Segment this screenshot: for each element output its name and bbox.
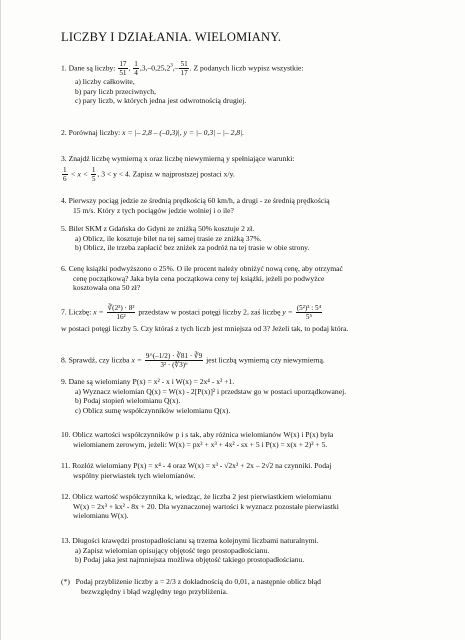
problem-2-expression: x = |– 2,8 – (–0,3)|, y = |– 0,3| – |– 2,8|. <box>122 128 245 137</box>
problem-9-c: c) Oblicz sumę współczynników wielomianu Q(x). <box>75 405 231 415</box>
problem-7-y-fraction: $\frac{\text{(5²)³ : 5⁴}}{\text{5⁵}}$ <box>296 304 322 321</box>
problem-7-statement: 7. Liczbę: x = $\frac{\text{∛(2²) · 8³}}{\text{16²}}$ przedstaw w postaci potęgi liczby 2, zaś liczbę y = $\frac{\text{(5²)³ : 5⁴}}{\text{5⁵}}$ <box>61 304 322 321</box>
problem-1 <box>61 60 446 106</box>
problem-10: 10. Oblicz wartości współczynników p i s tak, aby różnica wielomianów W(x) i P(x) była wielomianem zerowym, jeżeli: W(x) = px² + x³ + 4x² - sx + 5 i P(x) = x(x + 2)² + 5. <box>61 430 334 449</box>
page-title: LICZBY I DZIAŁANIA. WIELOMIANY. <box>61 30 282 44</box>
problem-13-b: b) Podaj jaka jest najmniejsza możliwa objętość takiego prostopadłościanu. <box>75 555 305 565</box>
problem-2-text: 2. Porównaj liczby: <box>61 128 121 137</box>
problem-8-fraction: $\frac{9\^{}(-1/2) \cdot ∛81 \cdot ∛9}{\text{3² · (∜3)⁶}}$ <box>145 352 203 369</box>
problem-bonus: (*) Podaj przybliżenie liczby a = 2/3 z dokładnością do 0,01, a następnie oblicz błąd bezwzględny i błąd względny tego przybliżenia. <box>61 577 446 596</box>
problem-5-a: a) Oblicz, ile kosztuje bilet na tej samej trasie ze zniżką 37%. <box>75 233 262 243</box>
problem-bonus-line1: (*) Podaj przybliżenie liczby a = 2/3 z dokładnością do 0,01, a następnie oblicz błąd <box>61 577 321 586</box>
problem-1-statement: 1. Dane są liczby: $\frac{17}{51}$ , $\frac{1}{4}$ ,3,–0,25,2$^3$,– $\frac{51}{17}$ . Z podanych liczb wypisz wszystkie: <box>61 60 304 77</box>
problem-1-a: a) liczby całkowite, <box>75 77 135 86</box>
problem-3 <box>61 154 446 183</box>
problem-13-a: a) Zapisz wielomian opisujący objętość tego prostopadłościanu. <box>75 545 270 555</box>
problem-9-b: b) Podaj stopień wielomianu Q(x). <box>75 396 181 406</box>
problem-1-b: b) pary liczb przeciwnych, <box>75 86 156 96</box>
fraction-51-17: $\frac{51}{17}$ <box>180 60 188 77</box>
problem-7-x-fraction: $\frac{\text{∛(2²) · 8³}}{\text{16²}}$ <box>107 304 135 321</box>
problem-1-c: c) pary liczb, w których jedna jest odwrotnością drugiej. <box>75 96 247 106</box>
problem-1-lead: 1. Dane są liczby: <box>61 63 116 73</box>
problem-8: 8. Sprawdź, czy liczba x = $\frac{9\^{}(-1/2) \cdot ∛81 \cdot ∛9}{\text{3² · (∜3)⁶}}$ jest liczbą wymierną czy niewymierną. <box>61 352 325 369</box>
problem-1-numbers: ,3,–0,25,2 <box>139 63 171 73</box>
problem-3-condition: $\frac{1}{6}$ < x < $\frac{1}{5}$ , 3 < y < 4. Zapisz w najprostszej postaci x/y. <box>63 165 235 183</box>
fraction-1-6: $\frac{1}{6}$ <box>63 165 67 183</box>
bonus-marker: (*) <box>61 577 70 586</box>
problem-2 <box>61 128 446 138</box>
problem-12: 12. Oblicz wartość współczynnika k, wiedząc, że liczba 2 jest pierwiastkiem wielomianu W(x) = 2x³ + kx² - 8x + 20. Dla wyznaczonej wartości k wyznacz pozostałe pierwiastki wielomianu W(x). <box>61 492 339 521</box>
fraction-1-4: $\frac{1}{4}$ <box>134 60 138 77</box>
problem-5-b: b) Oblicz, ile trzeba zapłacić bez zniżek za podróż na tej trasie w obie strony. <box>75 243 310 253</box>
problem-9-a: a) Wyznacz wielomian Q(x) = W(x) - 2[P(x)]² i przedstaw go w postaci uporządkowanej. <box>75 386 347 396</box>
problem-11: 11. Rozłóż wielomiany P(x) = x⁴ - 4 oraz W(x) = x³ - √2x² + 2x – 2√2 na czynniki. Podaj wspólny pierwiastek tych wielomianów. <box>61 461 332 480</box>
problem-6: 6. Cenę książki podwyższono o 25%. O ile procent należy obniżyć nową cenę, aby otrzymać cenę początkową? Jaka była cena początkowa ceny tej książki, jeżeli po podwyżce kosztowała ona 50 zł? <box>61 264 343 293</box>
problem-4: 4. Pierwszy pociąg jedzie ze średnią prędkością 60 km/h, a drugi - ze średnią prędkością 15 m/s. Który z tych pociągów jedzie wolniej i o ile? <box>61 196 330 215</box>
fraction-17-51: $\frac{17}{51}$ <box>119 60 127 77</box>
fraction-1-5: $\frac{1}{5}$ <box>91 165 96 183</box>
problem-3-text: 3. Znajdź liczbę wymierną x oraz liczbę niewymierną y spełniające warunki: <box>61 154 295 163</box>
problem-7: 7. Liczbę: x = $\frac{\text{∛(2²) · 8³}}{\text{16²}}$ przedstaw w postaci potęgi liczby 2, zaś liczbę y = $\frac{\text{(5²)³ : 5⁴}}{\text{5⁵}}$ w postaci potęgi liczby 5. Czy któraś z tych liczb jest mniejsza od 3? Jeżeli tak, to podaj która. <box>61 304 446 334</box>
problem-1-tail: . Z podanych liczb wypisz wszystkie: <box>189 63 304 73</box>
problem-5: 5. Bilet SKM z Gdańska do Gdyni ze zniżką 50% kosztuje 2 zł. a) Oblicz, ile kosztuje bilet na tej samej trasie ze zniżką 37%. b) Oblicz, ile trzeba zapłacić bez zniżek za podróż na tej trasie w obie strony. <box>61 224 446 253</box>
problem-9: 9. Dane są wielomiany P(x) = x² - x i W(x) = 2x⁴ - x² +1. a) Wyznacz wielomian Q(x) = W(x) - 2[P(x)]² i przedstaw go w postaci uporządkowanej. b) Podaj stopień wielomianu Q(x). c) Oblicz sumę współczynników wielomianu Q(x). <box>61 377 446 415</box>
problem-13: 13. Długości krawędzi prostopadłościanu są trzema kolejnymi liczbami naturalnymi. a) Zapisz wielomian opisujący objętość tego prostopadłościanu. b) Podaj jaka jest najmniejsza możliwa objętość takiego prostopadłościanu. <box>61 536 446 565</box>
